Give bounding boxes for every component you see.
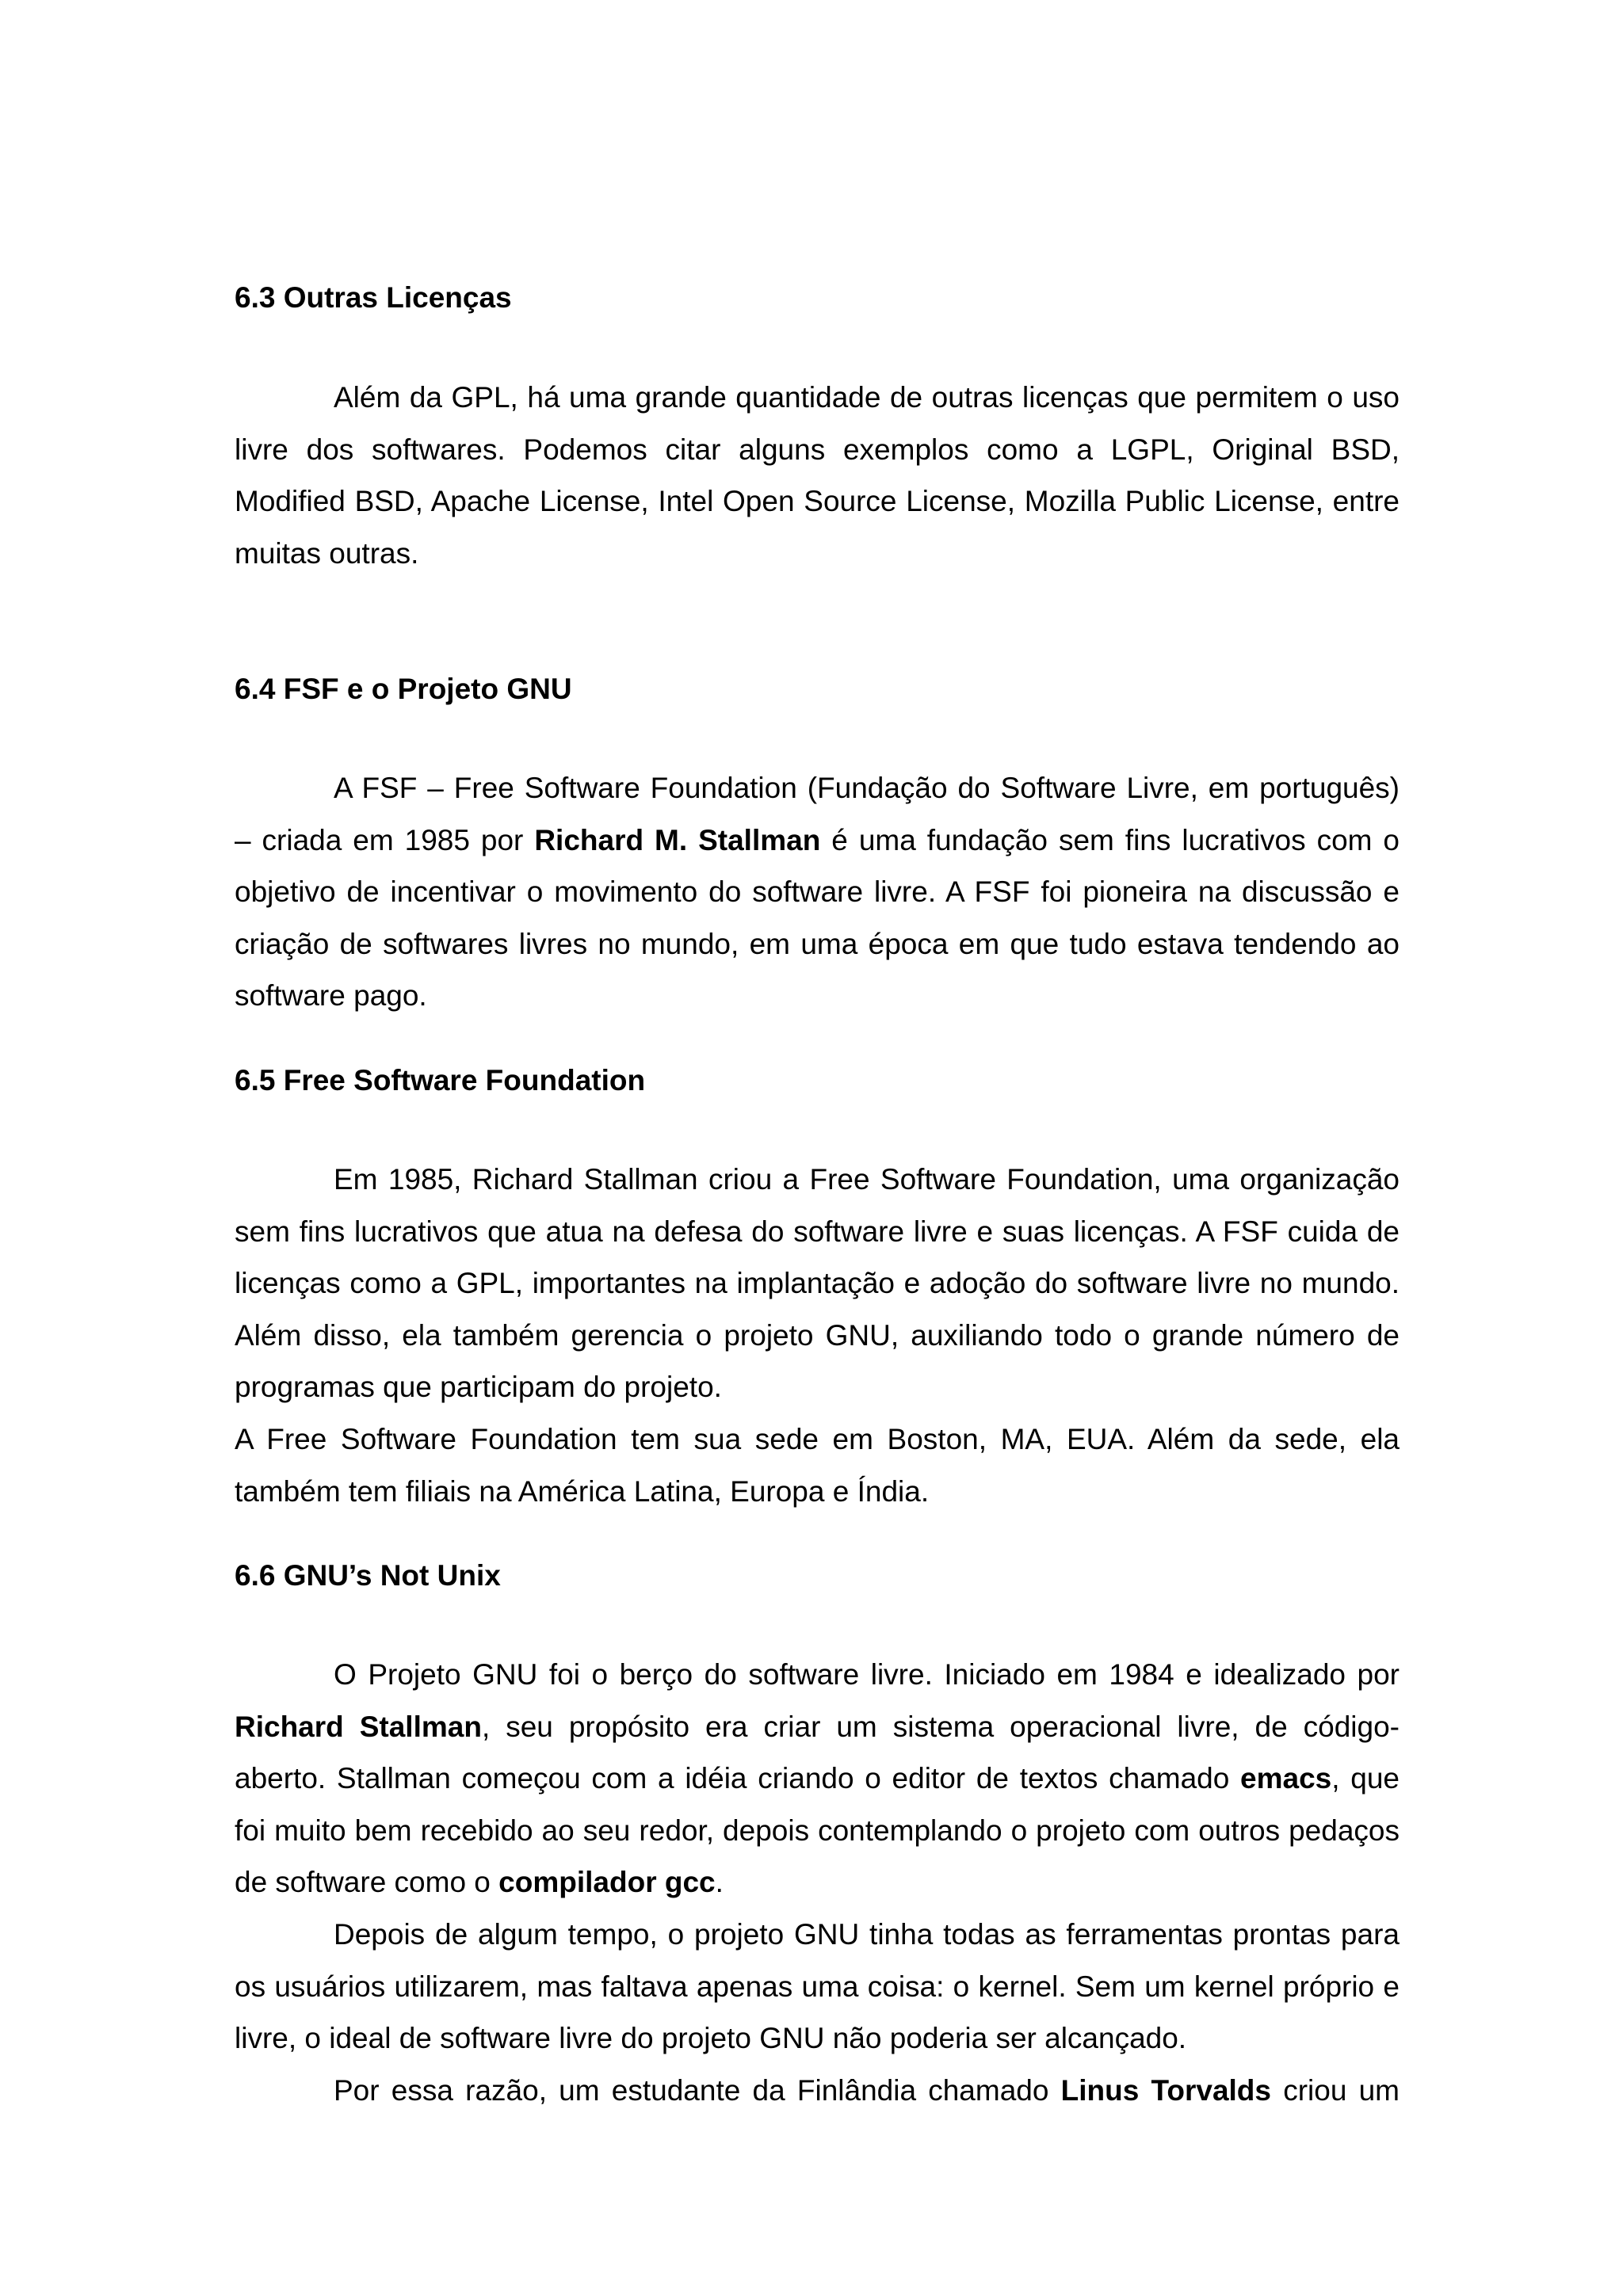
text-run: criou um [1271, 2073, 1400, 2107]
paragraph [235, 1649, 1400, 1909]
section-6-5 [235, 1063, 1400, 1098]
bold-term: compilador gcc [498, 1866, 716, 1899]
text-run: Depois de algum tempo, o projeto GNU tinha todas as ferramentas prontas para os usuários utilizarem, mas faltava apenas uma coisa: o kernel. Sem um kernel próprio e livre, o ideal de software livre do projeto GNU não poderia ser alcançado. [235, 1917, 1400, 2055]
section-heading: 6.4 FSF e o Projeto GNU [235, 673, 572, 705]
section-heading: 6.6 GNU’s Not Unix [235, 1559, 501, 1592]
paragraph [235, 1154, 1400, 1413]
text-run: O Projeto GNU foi o berço do software livre. Iniciado em 1984 e idealizado por [334, 1658, 1400, 1691]
section-6-6 [235, 1558, 1400, 1593]
text-run: Em 1985, Richard Stallman criou a Free Software Foundation, uma organização sem fins lucrativos que atua na defesa do software livre e suas licenças. A FSF cuida de licenças como a GPL, importantes na implantação e adoção do software livre no mundo. Além disso, ela também gerencia o projeto GNU, auxiliando todo o grande número de programas que participam do projeto. [235, 1163, 1400, 1404]
text-run: . [715, 1866, 724, 1899]
paragraph [235, 762, 1400, 1022]
text-run: Além da GPL, há uma grande quantidade de outras licenças que permitem o uso livre dos softwares. Podemos citar alguns exemplos como a LGPL, Original BSD, Modified BSD, Apache License, Intel Open Source License, Mozilla Public License, entre muitas outras. [235, 381, 1400, 570]
text-run: , que foi muito bem recebido ao seu redor, depois contemplando o projeto com outros pedaços de software como o [235, 1762, 1400, 1899]
section-6-4-body [235, 762, 1400, 1022]
text-run: , seu propósito era criar um sistema operacional livre, de código-aberto. Stallman começou com a idéia criando o editor de textos chamado [235, 1710, 1400, 1795]
section-6-3 [235, 280, 1400, 315]
text-run: é uma fundação sem fins lucrativos com o objetivo de incentivar o movimento do software livre. A FSF foi pioneira na discussão e criação de softwares livres no mundo, em uma época em que tudo estava tendendo ao software pago. [235, 823, 1400, 1013]
bold-name: Linus Torvalds [1060, 2073, 1271, 2107]
text-run: Por essa razão, um estudante da Finlândia chamado [334, 2073, 1061, 2107]
text-run: A Free Software Foundation tem sua sede em Boston, MA, EUA. Além da sede, ela também tem filiais na América Latina, Europa e Índia. [235, 1422, 1400, 1508]
section-6-6-body [235, 1649, 1400, 2116]
section-heading: 6.5 Free Software Foundation [235, 1064, 646, 1097]
paragraph [235, 1909, 1400, 2065]
text-run: A FSF – Free Software Foundation (Fundação do Software Livre, em português) – criada em 1985 por [235, 772, 1400, 856]
paragraph [235, 2065, 1400, 2117]
bold-term: emacs [1240, 1762, 1332, 1795]
section-6-3-body [235, 372, 1400, 579]
paragraph [235, 1413, 1400, 1517]
section-heading: 6.3 Outras Licenças [235, 281, 512, 314]
bold-name: Richard M. Stallman [534, 823, 821, 856]
section-6-5-body [235, 1154, 1400, 1517]
section-6-4 [235, 672, 1400, 707]
paragraph [235, 372, 1400, 579]
bold-name: Richard Stallman [235, 1710, 482, 1743]
